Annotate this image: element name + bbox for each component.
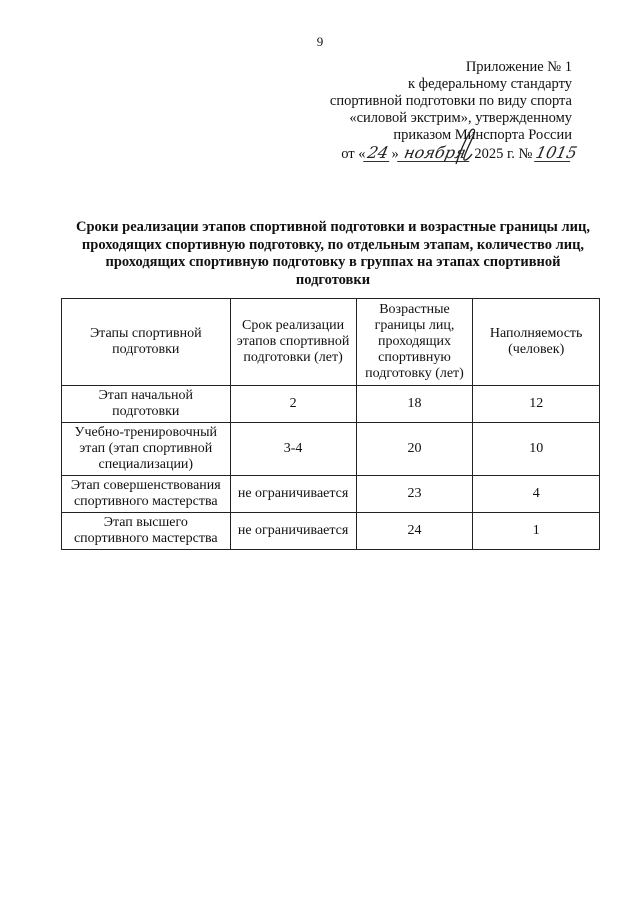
appendix-block	[272, 59, 579, 163]
appendix-sport-line: спортивной подготовки по виду спорта	[329, 93, 572, 109]
cell-stage: Этап совершенствования спортивного мастерства	[62, 476, 231, 513]
cell-term: 3-4	[230, 423, 356, 476]
cell-age: 23	[356, 476, 473, 513]
cell-age: 18	[356, 386, 473, 423]
header-age: Возрастные границы лиц, проходящих спортивную подготовку (лет)	[356, 299, 473, 386]
table-row	[62, 513, 600, 550]
appendix-order-line: приказом Минспорта России	[393, 127, 572, 143]
signature-stroke-icon	[450, 124, 490, 168]
cell-age: 24	[356, 513, 473, 550]
order-date-line	[272, 143, 579, 163]
order-number-handwritten: 1015	[534, 143, 579, 162]
stages-table	[61, 298, 600, 550]
order-prefix: от «	[341, 146, 366, 162]
header-term: Срок реализации этапов спортивной подготовки (лет)	[230, 299, 356, 386]
order-mid: »	[391, 146, 399, 162]
table-header-row	[62, 299, 600, 386]
order-year: 2025 г. №	[474, 146, 533, 162]
order-day-handwritten: 24	[364, 144, 394, 162]
cell-term: не ограничивается	[230, 513, 356, 550]
header-occupancy: Наполняемость (человек)	[473, 299, 600, 386]
table-row	[62, 423, 600, 476]
page-number: 9	[316, 34, 324, 49]
cell-stage: Учебно-тренировочный этап (этап спортивной специализации)	[62, 423, 231, 476]
table-row	[62, 386, 600, 423]
cell-stage: Этап начальной подготовки	[62, 386, 231, 423]
header-stages: Этапы спортивной подготовки	[62, 299, 231, 386]
cell-term: не ограничивается	[230, 476, 356, 513]
cell-term: 2	[230, 386, 356, 423]
appendix-sport-name-line: «силовой экстрим», утвержденному	[349, 110, 572, 126]
cell-age: 20	[356, 423, 473, 476]
appendix-standard-line: к федеральному стандарту	[408, 76, 572, 92]
order-month-handwritten: ноября	[397, 144, 473, 162]
table-row	[62, 476, 600, 513]
appendix-title: Приложение № 1	[465, 59, 572, 75]
cell-stage: Этап высшего спортивного мастерства	[62, 513, 231, 550]
cell-occupancy: 12	[473, 386, 600, 423]
document-title: Сроки реализации этапов спортивной подготовки и возрастные границы лиц, проходящих спортивную подготовку, по отдельным этапам, количество лиц, проходящих спортивную подготовку в группах на этапах спортивной подготовки	[76, 219, 590, 288]
cell-occupancy: 4	[473, 476, 600, 513]
cell-occupancy: 1	[473, 513, 600, 550]
cell-occupancy: 10	[473, 423, 600, 476]
